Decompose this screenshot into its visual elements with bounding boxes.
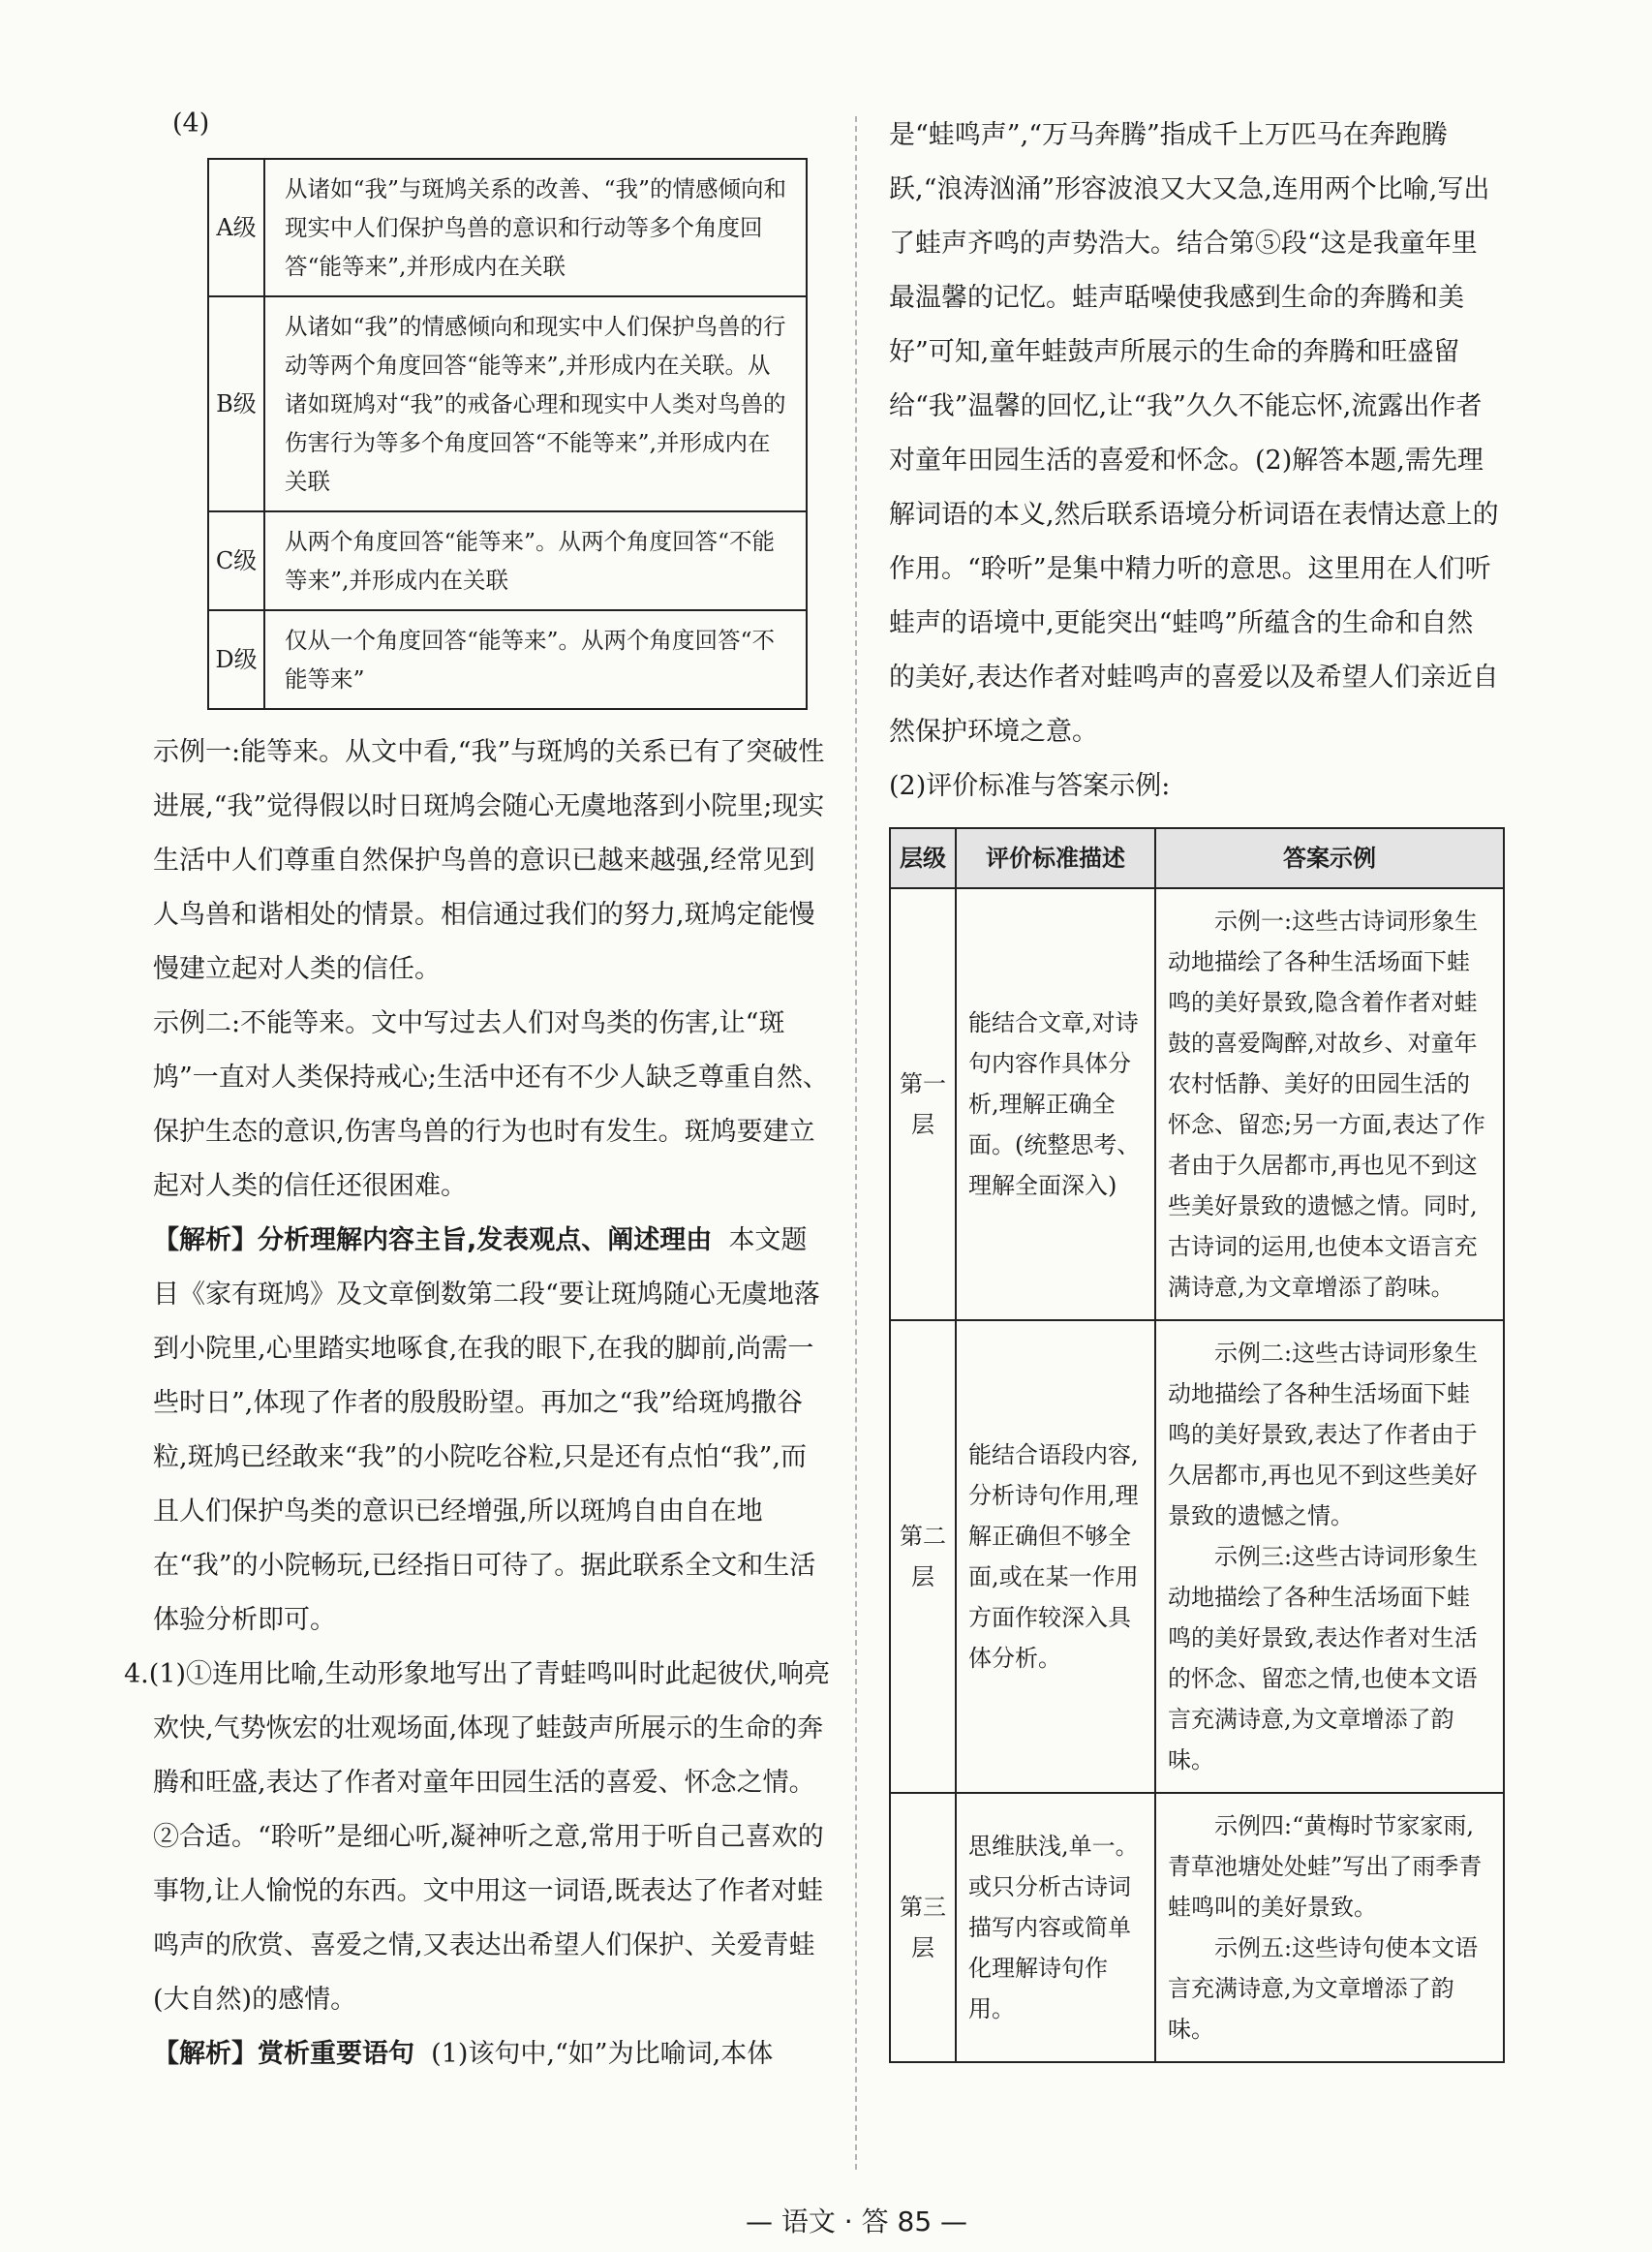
q4-part2: ②合适。“聆听”是细心听,凝神听之意,常用于听自己喜欢的事物,让人愉悦的东西。文中用这一词语,既表达了作者对蛙鸣声的欣赏、喜爱之情,又表达出希望人们保护、关爱青蛙(大自然)的感情。: [153, 1822, 824, 2015]
scoring-table: [889, 827, 1505, 2063]
example-text: 示例三:这些古诗词形象生动地描绘了各种生活场面下蛙鸣的美好景致,表达作者对生活的怀念、留恋之情,也使本文语言充满诗意,为文章增添了韵味。: [1168, 1543, 1479, 1774]
table-header-row: [890, 828, 1504, 888]
level-cell: 第一层: [890, 888, 956, 1320]
grade-desc: 从两个角度回答“能等来”。从两个角度回答“不能等来”,并形成内在关联: [264, 511, 807, 610]
grade-cell: B级: [208, 296, 264, 511]
example-two: 示例二:不能等来。文中写过去人们对鸟类的伤害,让“斑鸠”一直对人类保持戒心;生活中还有不少人缺乏尊重自然、保护生态的意识,伤害鸟兽的行为也时有发生。斑鸠要建立起对人类的信任还很困难。: [153, 1008, 829, 1201]
q4-part1-text: (1)①连用比喻,生动形象地写出了青蛙鸣叫时此起彼伏,响亮欢快,气势恢宏的壮观场面,体现了蛙鼓声所展示的生命的奔腾和旺盛,表达了作者对童年田园生活的喜爱、怀念之情。: [148, 1659, 831, 1798]
table-row: [208, 511, 807, 610]
page-footer: — 语文 · 答 85 —: [746, 2206, 968, 2237]
header-level: 层级: [890, 828, 956, 888]
analysis-body: (1)该句中,“如”为比喻词,本体: [431, 2039, 774, 2069]
level-cell: 第二层: [890, 1320, 956, 1793]
example-cell: [1155, 888, 1504, 1320]
example-text: 示例四:“黄梅时节家家雨,青草池塘处处蛙”写出了雨季青蛙鸣叫的美好景致。: [1168, 1812, 1483, 1921]
grade-desc: 从诸如“我”与斑鸠关系的改善、“我”的情感倾向和现实中人们保护鸟兽的意识和行动等多个角度回答“能等来”,并形成内在关联: [264, 159, 807, 296]
grade-cell: C级: [208, 511, 264, 610]
grade-desc: 从诸如“我”的情感倾向和现实中人们保护鸟兽的行动等两个角度回答“能等来”,并形成内在关联。从诸如斑鸠对“我”的戒备心理和现实中人类对鸟兽的伤害行为等多个角度回答“不能等来”,并形成内在关联: [264, 296, 807, 511]
analysis-heading: 【解析】赏析重要语句: [153, 2039, 414, 2069]
grade-table: [207, 158, 808, 710]
analysis-two: [153, 2027, 831, 2082]
question-number: 4.: [124, 1659, 149, 1689]
example-one: 示例一:能等来。从文中看,“我”与斑鸠的关系已有了突破性进展,“我”觉得假以时日斑鸠会随心无虞地落到小院里;现实生活中人们尊重自然保护鸟兽的意识已越来越强,经常见到人鸟兽和谐相处的情景。相信通过我们的努力,斑鸠定能慢慢建立起对人类的信任。: [153, 737, 825, 984]
grade-cell: A级: [208, 159, 264, 296]
left-column: [124, 108, 831, 2082]
criteria-cell: 能结合文章,对诗句内容作具体分析,理解正确全面。(统整思考、理解全面深入): [956, 888, 1155, 1320]
analysis-one: [153, 1214, 831, 1648]
right-column: [889, 108, 1499, 2063]
table-row: [208, 296, 807, 511]
table-row: [890, 888, 1504, 1320]
header-examples: 答案示例: [1155, 828, 1504, 888]
level-cell: 第三层: [890, 1793, 956, 2062]
example-cell: [1155, 1320, 1504, 1793]
column-divider: [855, 116, 857, 2170]
grade-desc: 仅从一个角度回答“能等来”。从两个角度回答“不能等来”: [264, 610, 807, 709]
q4-part1: [124, 1648, 831, 1810]
example-cell: [1155, 1793, 1504, 2062]
table-row: [890, 1793, 1504, 2062]
analysis-heading: 【解析】分析理解内容主旨,发表观点、阐述理由: [153, 1225, 713, 1255]
section-heading: (2)评价标准与答案示例:: [889, 771, 1171, 801]
header-criteria: 评价标准描述: [956, 828, 1155, 888]
question-label: (4): [172, 108, 210, 139]
example-text: 示例二:这些古诗词形象生动地描绘了各种生活场面下蛙鸣的美好景致,表达了作者由于久居都市,再也见不到这些美好景致的遗憾之情。: [1168, 1340, 1479, 1529]
table-row: [890, 1320, 1504, 1793]
example-text: 示例五:这些诗句使本文语言充满诗意,为文章增添了韵味。: [1168, 1934, 1479, 2043]
criteria-cell: 思维肤浅,单一。或只分析古诗词描写内容或简单化理解诗句作用。: [956, 1793, 1155, 2062]
grade-cell: D级: [208, 610, 264, 709]
table-row: [208, 610, 807, 709]
analysis-continued: 是“蛙鸣声”,“万马奔腾”指成千上万匹马在奔跑腾跃,“浪涛汹涌”形容波浪又大又急,连用两个比喻,写出了蛙声齐鸣的声势浩大。结合第⑤段“这是我童年里最温馨的记忆。蛙声聒噪使我感到生命的奔腾和美好”可知,童年蛙鼓声所展示的生命的奔腾和旺盛留给“我”温馨的回忆,让“我”久久不能忘怀,流露出作者对童年田园生活的喜爱和怀念。(2)解答本题,需先理解词语的本义,然后联系语境分析词语在表情达意上的作用。“聆听”是集中精力听的意思。这里用在人们听蛙声的语境中,更能突出“蛙鸣”所蕴含的生命和自然的美好,表达作者对蛙鸣声的喜爱以及希望人们亲近自然保护环境之意。: [889, 120, 1499, 747]
analysis-body: 本文题目《家有斑鸠》及文章倒数第二段“要让斑鸠随心无虞地落到小院里,心里踏实地啄食,在我的眼下,在我的脚前,尚需一些时日”,体现了作者的殷殷盼望。再加之“我”给斑鸠撒谷粒,斑鸠已经敢来“我”的小院吃谷粒,只是还有点怕“我”,而且人们保护鸟类的意识已经增强,所以斑鸠自由自在地在“我”的小院畅玩,已经指日可待了。据此联系全文和生活体验分析即可。: [153, 1225, 820, 1635]
criteria-cell: 能结合语段内容,分析诗句作用,理解正确但不够全面,或在某一作用方面作较深入具体分析。: [956, 1320, 1155, 1793]
table-row: [208, 159, 807, 296]
example-text: 示例一:这些古诗词形象生动地描绘了各种生活场面下蛙鸣的美好景致,隐含着作者对蛙鼓的喜爱陶醉,对故乡、对童年农村恬静、美好的田园生活的怀念、留恋;另一方面,表达了作者由于久居都市,再也见不到这些美好景致的遗憾之情。同时,古诗词的运用,也使本文语言充满诗意,为文章增添了韵味。: [1168, 908, 1485, 1301]
